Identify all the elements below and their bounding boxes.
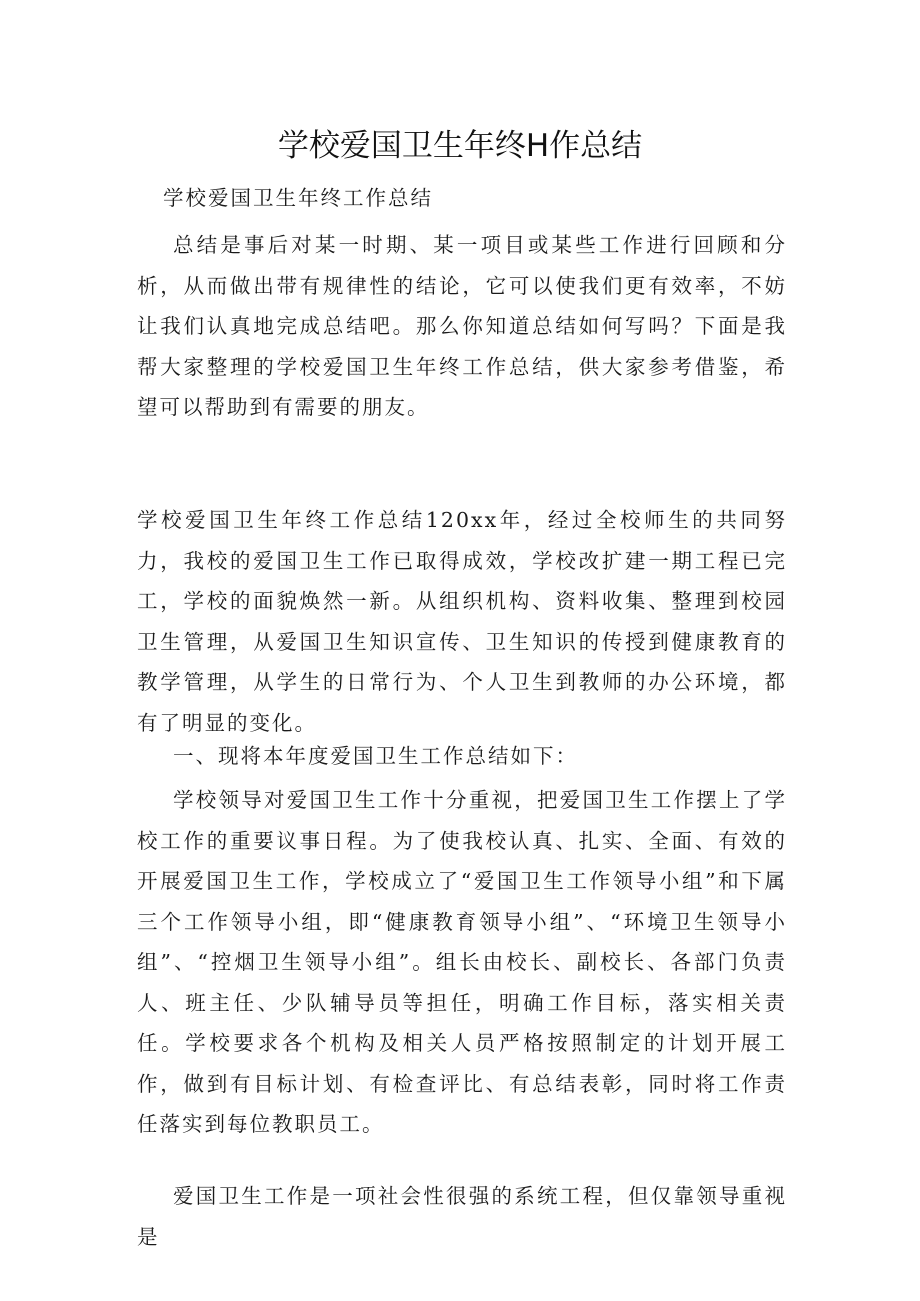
closing-paragraph: 爱国卫生工作是一项社会性很强的系统工程，但仅靠领导重视是 <box>137 1184 787 1249</box>
section-heading: 一、现将本年度爱国卫生工作总结如下： <box>173 744 578 768</box>
leadership-paragraph: 学校领导对爱国卫生工作十分重视，把爱国卫生工作摆上了学校工作的重要议事日程。为了使我校认真、扎实、全面、有效的开展爱国卫生工作，学校成立了“爱国卫生工作领导小组”和下属三个工作领导小组，即“健康教育领导小组”、“环境卫生领导小组”、“控烟卫生领导小组”。组长由校长、副校长、各部门负责人、班主任、少队辅导员等担任，明确工作目标，落实相关责任。学校要求各个机构及相关人员严格按照制定的计划开展工作，做到有目标计划、有检查评比、有总结表彰，同时将工作责任落实到每位教职员工。 <box>137 788 787 1136</box>
document-subtitle: 学校爱国卫生年终工作总结 <box>163 186 433 210</box>
intro-paragraph: 总结是事后对某一时期、某一项目或某些工作进行回顾和分析，从而做出带有规律性的结论，它可以使我们更有效率，不妨让我们认真地完成总结吧。那么你知道总结如何写吗？下面是我帮大家整理的学校爱国卫生年终工作总结，供大家参考借鉴，希望可以帮助到有需要的朋友。 <box>137 233 787 419</box>
document-title: 学校爱国卫生年终H作总结 <box>277 128 643 164</box>
summary-paragraph: 学校爱国卫生年终工作总结120xx年，经过全校师生的共同努力，我校的爱国卫生工作已取得成效，学校改扩建一期工程已完工，学校的面貌焕然一新。从组织机构、资料收集、整理到校园卫生管理，从爱国卫生知识宣传、卫生知识的传授到健康教育的教学管理，从学生的日常行为、个人卫生到教师的办公环境，都有了明显的变化。 <box>137 508 787 735</box>
